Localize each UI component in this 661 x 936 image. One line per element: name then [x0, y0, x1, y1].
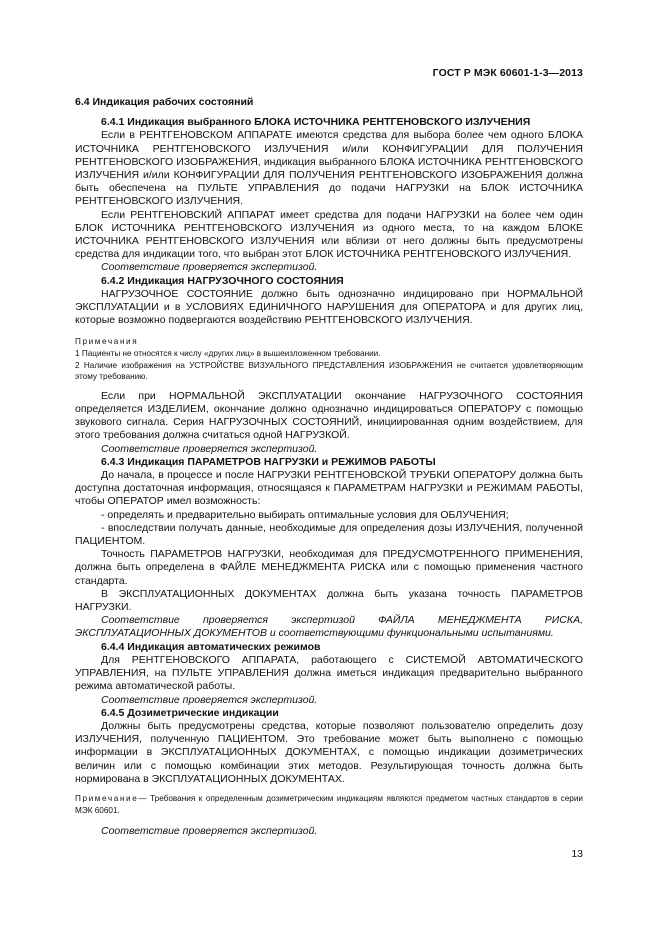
- section-heading: 6.4 Индикация рабочих состояний: [75, 96, 254, 108]
- compliance-check-642: Соответствие проверяется экспертизой.: [101, 442, 318, 455]
- paragraph-643-2: Точность ПАРАМЕТРОВ НАГРУЗКИ, необходимая для ПРЕДУСМОТРЕННОГО ПРИМЕНЕНИЯ, должна быть определена в ФАЙЛЕ МЕНЕДЖМЕНТА РИСКА или с помощью применения частного стандарта.: [75, 548, 583, 587]
- page-content: [75, 96, 583, 838]
- paragraph-641-2: Если РЕНТГЕНОВСКИЙ АППАРАТ имеет средства для подачи НАГРУЗКИ на более чем один БЛОК ИСТОЧНИКА РЕНТГЕНОВСКОГО ИЗЛУЧЕНИЯ из одного места, то на каждом БЛОКЕ ИСТОЧНИКА РЕНТГЕНОВСКОГО ИЗЛУЧЕНИЯ или вблизи от него должны быть предусмотрены средства для индикации того, что выбран этот БЛОК ИСТОЧНИКА РЕНТГЕНОВСКОГО ИЗЛУЧЕНИЯ.: [75, 208, 583, 261]
- note-2: 2 Наличие изображения на УСТРОЙСТВЕ ВИЗУАЛЬНОГО ПРЕДСТАВЛЕНИЯ ИЗОБРАЖЕНИЯ не считается удовлетворяющим этому требованию.: [75, 360, 583, 382]
- standard-header: ГОСТ Р МЭК 60601-1-3—2013: [432, 67, 583, 79]
- compliance-check-643: Соответствие проверяется экспертизой ФАЙЛА МЕНЕДЖМЕНТА РИСКА, ЭКСПЛУАТАЦИОННЫХ ДОКУМЕНТОВ и соответствующими функциональными испытаниями.: [75, 614, 583, 640]
- note-label: Примечание: [75, 793, 139, 803]
- note-645: [75, 793, 583, 816]
- paragraph-643-1: До начала, в процессе и после НАГРУЗКИ РЕНТГЕНОВСКОЙ ТРУБКИ ОПЕРАТОРУ должна быть доступна достаточная информация, относящаяся к ПАРАМЕТРАМ НАГРУЗКИ и РЕЖИМАМ РАБОТЫ, чтобы ОПЕРАТОР имел возможность:: [75, 469, 583, 508]
- subsection-heading-642: 6.4.2 Индикация НАГРУЗОЧНОГО СОСТОЯНИЯ: [101, 274, 344, 287]
- subsection-heading-643: 6.4.3 Индикация ПАРАМЕТРОВ НАГРУЗКИ и РЕЖИМОВ РАБОТЫ: [101, 455, 436, 468]
- subsection-heading-644: 6.4.4 Индикация автоматических режимов: [101, 640, 321, 653]
- note-1: 1 Пациенты не относятся к числу «других лиц» в вышеизложенном требовании.: [75, 349, 381, 359]
- subsection-heading-645: 6.4.5 Дозиметрические индикации: [101, 706, 279, 719]
- compliance-check-641: Соответствие проверяется экспертизой.: [101, 261, 318, 274]
- page-number: 13: [571, 848, 583, 860]
- paragraph-642-1: НАГРУЗОЧНОЕ СОСТОЯНИЕ должно быть однозначно индицировано при НОРМАЛЬНОЙ ЭКСПЛУАТАЦИИ и в УСЛОВИЯХ ЕДИНИЧНОГО НАРУШЕНИЯ для ОПЕРАТОРА и для других лиц, которые возможно подвергаются воздействию РЕНТГЕНОВСКОГО ИЗЛУЧЕНИЯ.: [75, 287, 583, 327]
- notes-block-642: [75, 336, 583, 382]
- paragraph-643-3: В ЭКСПЛУАТАЦИОННЫХ ДОКУМЕНТАХ должна быть указана точность ПАРАМЕТРОВ НАГРУЗКИ.: [75, 587, 583, 614]
- list-item-643-2: - впоследствии получать данные, необходимые для определения дозы ИЗЛУЧЕНИЯ, полученной ПАЦИЕНТОМ.: [75, 521, 583, 548]
- list-item-643-1: - определять и предварительно выбирать оптимальные условия для ОБЛУЧЕНИЯ;: [101, 508, 509, 521]
- note-text: — Требования к определенным дозиметрическим индикациям являются предметом частных стандартов в серии МЭК 60601.: [75, 793, 583, 815]
- paragraph-642-2: Если при НОРМАЛЬНОЙ ЭКСПЛУАТАЦИИ окончание НАГРУЗОЧНОГО СОСТОЯНИЯ определяется ИЗДЕЛИЕМ, окончание должно однозначно индицироваться ОПЕРАТОРУ с помощью звукового сигнала. Серия НАГРУЗОЧНЫХ СОСТОЯНИЙ, инициированная одним воздействием, для этого требования должна считаться одной НАГРУЗКОЙ.: [75, 389, 583, 442]
- paragraph-645-1: Должны быть предусмотрены средства, которые позволяют пользователю определить дозу ИЗЛУЧЕНИЯ, полученную ПАЦИЕНТОМ. Это требование может быть выполнено с помощью информации в ЭКСПЛУАТАЦИОННЫХ ДОКУМЕНТАХ, с помощью индикации дозиметрических величин или с помощью комбинации этих методов. Результирующая точность должна быть нормирована в ЭКСПЛУАТАЦИОННЫХ ДОКУМЕНТАХ.: [75, 719, 583, 785]
- subsection-heading-641: 6.4.1 Индикация выбранного БЛОКА ИСТОЧНИКА РЕНТГЕНОВСКОГО ИЗЛУЧЕНИЯ: [101, 116, 531, 129]
- paragraph-641-1: Если в РЕНТГЕНОВСКОМ АППАРАТЕ имеются средства для выбора более чем одного БЛОКА ИСТОЧНИКА РЕНТГЕНОВСКОГО ИЗЛУЧЕНИЯ и/или КОНФИГУРАЦИИ ДЛЯ ПОЛУЧЕНИЯ РЕНТГЕНОВСКОГО ИЗОБРАЖЕНИЯ, индикация выбранного БЛОКА ИСТОЧНИКА РЕНТГЕНОВСКОГО ИЗЛУЧЕНИЯ и/или КОНФИГУРАЦИИ ДЛЯ ПОЛУЧЕНИЯ РЕНТГЕНОВСКОГО ИЗОБРАЖЕНИЯ должна быть обеспечена на ПУЛЬТЕ УПРАВЛЕНИЯ до подачи НАГРУЗКИ на БЛОК ИСТОЧНИКА РЕНТГЕНОВСКОГО ИЗЛУЧЕНИЯ.: [75, 129, 583, 208]
- paragraph-644-1: Для РЕНТГЕНОВСКОГО АППАРАТА, работающего с СИСТЕМОЙ АВТОМАТИЧЕСКОГО УПРАВЛЕНИЯ, на ПУЛЬТЕ УПРАВЛЕНИЯ должна иметься индикация предварительно выбранного режима автоматической работы.: [75, 653, 583, 693]
- notes-title: Примечания: [75, 337, 139, 347]
- compliance-check-644: Соответствие проверяется экспертизой.: [101, 693, 318, 706]
- compliance-check-645: Соответствие проверяется экспертизой.: [101, 825, 318, 838]
